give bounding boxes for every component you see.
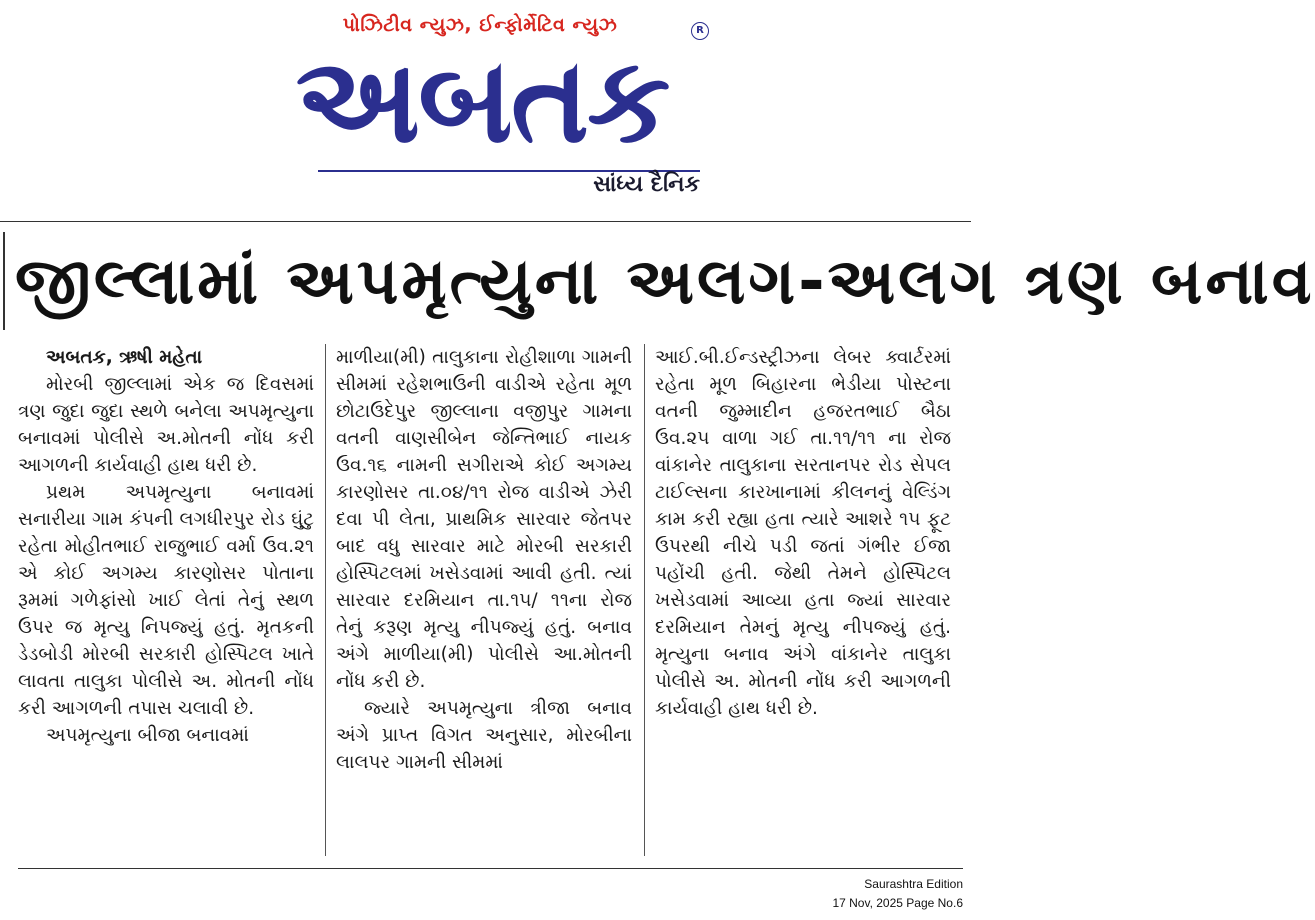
column-divider	[644, 344, 645, 856]
article-byline: અબતક, ઋષી મહેતા	[46, 347, 203, 368]
date-page-label: 17 Nov, 2025 Page No.6	[832, 896, 963, 910]
edition-type: સાંધ્ય દૈનિક	[593, 172, 700, 197]
masthead-tagline: પોઝિટીવ ન્યુઝ, ઈન્ફોર્મેટિવ ન્યુઝ	[342, 14, 618, 36]
article-headline: જીલ્લામાં અપમૃત્યુના અલગ-અલગ ત્રણ બનાવ	[15, 245, 1315, 319]
article-paragraph: આઈ.બી.ઈન્ડસ્ટ્રીઝના લેબર ક્વાર્ટરમાં રહેતા મૂળ બિહારના ભેડીયા પોસ્ટના વતની જુમ્માદીન હજરતભાઈ બૈઠા ઉવ.૨૫ વાળા ગઈ તા.૧૧/૧૧ ના રોજ વાંકાનેર તાલુકાના સરતાનપર રોડ સેપલ ટાઈલ્સના કારખાનામાં કીલનનું વેલ્ડિંગ કામ કરી રહ્યા હતા ત્યારે આશરે ૧૫ ફૂટ ઉપરથી નીચે પડી જતાં ગંભીર ઈજા પહોંચી હતી. જેથી તેમને હોસ્પિટલ ખસેડવામાં આવ્યા હતા જ્યાં સારવાર દરમિયાન તેમનું મૃત્યુ નીપજ્યું હતું. મૃત્યુના બનાવ અંગે વાંકાનેર તાલુકા પોલીસે અ. મોતની નોંધ કરી આગળની કાર્યવાહી હાથ ધરી છે.	[655, 347, 951, 719]
article-paragraph: માળીયા(મી) તાલુકાના રોહીશાળા ગામની સીમમાં રહેશભાઉની વાડીએ રહેતા મૂળ છોટાઉદેપુર જીલ્લાના વજીપુર ગામના વતની વાણસીબેન જેન્તિભાઈ નાયક ઉવ.૧૬ નામની સગીરાએ કોઈ અગમ્ય કારણોસર તા.૦૪/૧૧ રોજ વાડીએ ઝેરી દવા પી લેતા, પ્રાથમિક સારવાર જેતપર બાદ વધુ સારવાર માટે મોરબી સરકારી હોસ્પિટલમાં ખસેડવામાં આવી હતી. ત્યાં સારવાર દરમિયાન તા.૧૫/ ૧૧ના રોજ તેનું કરૂણ મૃત્યુ નીપજ્યું હતું. બનાવ અંગે માળીયા(મી) પોલીસે આ.મોતની નોંધ કરી છે.	[336, 347, 632, 692]
registered-trademark-icon: R	[691, 22, 709, 40]
newspaper-logo: અબતક	[295, 31, 669, 169]
footer-divider	[18, 868, 963, 869]
headline-box	[3, 232, 1315, 330]
masthead	[0, 0, 971, 222]
masthead-divider	[0, 221, 971, 222]
column-divider	[325, 344, 326, 856]
article-paragraph: જ્યારે અપમૃત્યુના ત્રીજા બનાવ અંગે પ્રાપ્ત વિગત અનુસાર, મોરબીના લાલપર ગામની સીમમાં	[336, 698, 632, 773]
article-body	[18, 344, 953, 864]
article-paragraph: પ્રથમ અપમૃત્યુના બનાવમાં સનારીયા ગામ કંપની લગધીરપુર રોડ ઘુંટુ રહેતા મોહીતભાઈ રાજુભાઈ વર્મા ઉવ.૨૧ એ કોઈ અગમ્ય કારણોસર પોતાના રૂમમાં ગળેફાંસો ખાઈ લેતાં તેનું સ્થળ ઉપર જ મૃત્યુ નિપજ્યું હતું. મૃતકની ડેડબોડી મોરબી સરકારી હોસ્પિટલ ખાતે લાવતા તાલુકા પોલીસે અ. મોતની નોંધ કરી આગળની તપાસ ચલાવી છે.	[18, 482, 314, 719]
article-column-2	[336, 344, 632, 864]
article-column-3	[655, 344, 951, 864]
article-paragraph: અપમૃત્યુના બીજા બનાવમાં	[46, 725, 249, 746]
edition-label: Saurashtra Edition	[864, 877, 963, 891]
article-paragraph: મોરબી જીલ્લામાં એક જ દિવસમાં ત્રણ જુદા જુદા સ્થળે બનેલા અપમૃત્યુના બનાવમાં પોલીસે અ.મોતની નોંધ કરી આગળની કાર્યવાહી હાથ ધરી છે.	[18, 374, 314, 476]
article-column-1	[18, 344, 314, 864]
